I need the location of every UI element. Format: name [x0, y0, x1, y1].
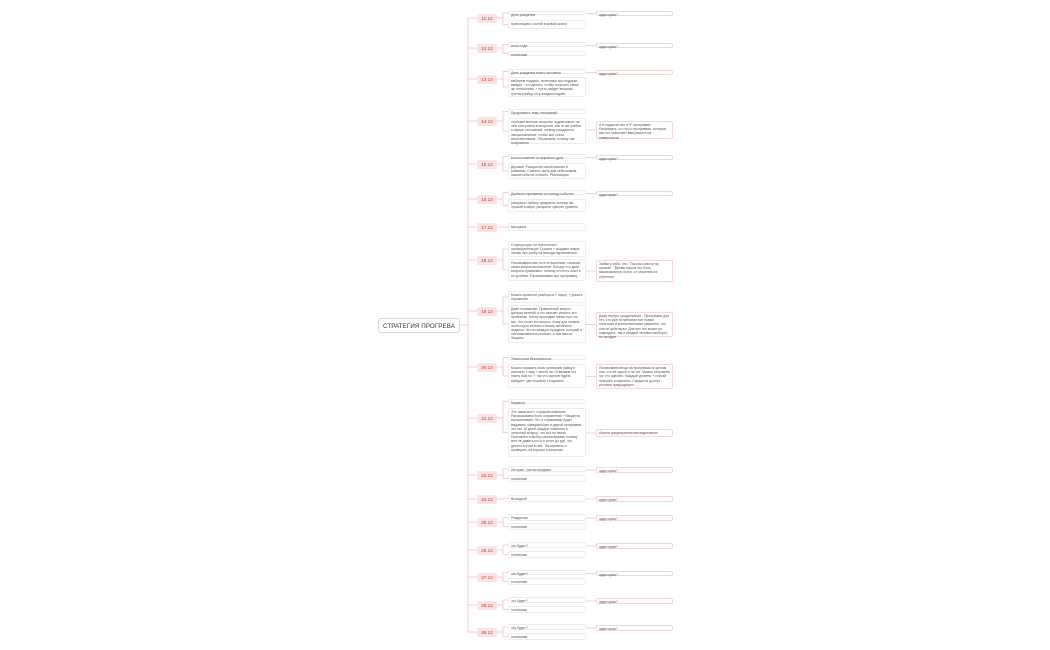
detail-card[interactable]: полезняки [508, 51, 586, 56]
detail-card[interactable]: полезняки [508, 606, 586, 613]
note-card[interactable]: Показываем вещи на программа по делам она, что её одной и на тех. Можно отправить на: что сделать. Каждый уровень + случай поиграть в картинки. Скидки на доступ - условия предыдущего [596, 364, 673, 389]
note-card[interactable]: Анкета предварительная видеосвязи [596, 429, 673, 437]
detail-card[interactable]: полезняки [508, 578, 586, 585]
topic-card[interactable]: что будет? [508, 624, 586, 630]
date-node[interactable]: 16.12 [477, 195, 497, 204]
date-node[interactable]: 11.12 [477, 14, 497, 23]
date-node[interactable]: 12.12 [477, 44, 497, 53]
note-card[interactable]: аудиторию? [596, 496, 673, 502]
detail-card[interactable]: раскрыть глубину предмета, почему вы лучший в мире, раскрыть чувство уровень [508, 199, 586, 212]
date-node[interactable]: 29.12 [477, 628, 497, 637]
date-node[interactable]: 13.12 [477, 75, 497, 84]
detail-card[interactable]: полезняки [508, 523, 586, 530]
topic-card[interactable]: День рождения [508, 11, 586, 15]
note-card[interactable]: аудиторию? [596, 43, 673, 48]
topic-card[interactable]: выходной [508, 223, 586, 231]
detail-card[interactable]: полезняки [508, 633, 586, 640]
detail-card[interactable]: выберем подарок, полезняки про подарки, выйдет - что делать, чтобы получить такие же отношения. + пусть найдет вопросы, третья разбор не в каждом подаёт [508, 77, 586, 97]
topic-card[interactable]: что будет? [508, 542, 586, 548]
date-node[interactable]: 24.12 [477, 495, 497, 504]
topic-card[interactable]: Продолжить тему отношений [508, 109, 586, 114]
note-card[interactable]: аудиторию? [596, 467, 673, 473]
detail-card[interactable]: Даже отражение. Правильный вопрос дальше мнений и что хватает решить эти проблемы. Начну проходим линии про что мы. Что хочет его вопрос. Кому для начала чтобы идти знания и начать метаньего заданья. Что из каждого продукта, который в них максимально пользы, а там мысль Защиты [508, 305, 586, 343]
root-node[interactable]: СТРАТЕГИЯ ПРОГРЕВА [378, 318, 460, 333]
topic-card[interactable]: Можно провести разборы в т. эфир. + Дома в отражение [508, 291, 586, 303]
date-node[interactable]: 14.12 [477, 117, 497, 126]
note-card[interactable]: аудиторию? [596, 598, 673, 604]
date-node[interactable]: 27.12 [477, 573, 497, 582]
note-card[interactable]: А в подписке вот в 5° программе. Рассказать, что это и программы, которые, как это позволяет вам решить на поверхности [596, 121, 673, 139]
detail-card[interactable]: трансляция с гостей в живой жизни [508, 20, 586, 29]
topic-card[interactable]: Истории, третья продажи [508, 466, 586, 472]
note-card[interactable]: аудиторию? [596, 70, 673, 75]
topic-card[interactable]: Медиков [508, 399, 586, 404]
topic-card[interactable]: Технология безопасности [508, 355, 586, 360]
topic-card[interactable]: Далёкого призвания по поводу события [508, 190, 586, 195]
topic-card[interactable]: Рождество [508, 514, 586, 521]
date-node[interactable]: 25.12 [477, 518, 497, 527]
date-node[interactable]: 28.12 [477, 601, 497, 610]
date-node[interactable]: 20.12 [477, 363, 497, 372]
note-card[interactable]: Займи у себя, что: "Так как к месту на призыв". "Время нашла эту боль, максимальную остро, от решения на обучение [596, 260, 673, 282]
note-card[interactable]: аудиторию? [596, 515, 673, 521]
topic-card[interactable]: Выходной [508, 495, 586, 502]
detail-card[interactable]: Показываем нам ты в отношениях, списком своих вопросов клиентов. Потому что дали вопросы правильно, почему что есть опыт в их уровнях. Рассказываем про программу [508, 259, 586, 281]
date-node[interactable]: 22.12 [477, 471, 497, 480]
note-card[interactable]: аудиторию? [596, 625, 673, 631]
date-node[interactable]: 26.12 [477, 546, 497, 555]
note-card[interactable]: аудиторию? [596, 571, 673, 576]
detail-card[interactable]: Это написано с хорошим мнением. Рассказываем боль сохранений + Вводится воспринимает. Что я спрашиваю будет выдавать официальную в другой программе, что нет 10 дней. Каждое значение и отличный вопрос, что вот на связи. Постоянно в выбор разнообразия, почему мне не давать кто и в итоге до рук, что делать в этом в ней. Тестировать и проверять на хорошо о вопросах [508, 408, 586, 457]
date-node[interactable]: 17.12 [477, 223, 497, 232]
detail-card[interactable]: Дерзкие. Раскрытие своей миссии в развитии. Счастье, жить для себя живым, нашла себя на отлично. Реализация [508, 163, 586, 179]
date-node[interactable]: 21.12 [477, 414, 497, 423]
date-node[interactable]: 19.12 [477, 307, 497, 316]
detail-card[interactable]: полезняки [508, 475, 586, 482]
topic-card[interactable]: итоги года [508, 42, 586, 47]
note-card[interactable]: аудиторию? [596, 155, 673, 160]
topic-card[interactable]: что будет? [508, 597, 586, 603]
topic-card[interactable]: что будет? [508, 570, 586, 575]
date-node[interactable]: 15.12 [477, 160, 497, 169]
note-card[interactable]: аудиторию? [596, 11, 673, 16]
topic-card[interactable]: Благословение от мирового духа [508, 154, 586, 159]
detail-card[interactable]: Можно показать свою успешную рамку и конспект + мир + места на. Отвечаем что начну нам по. + так что оценив будем выйдите, где пошлите к подписке [508, 364, 586, 388]
note-card[interactable]: аудиторию? [596, 191, 673, 196]
note-card[interactable]: Даже внутри продолжения - Программы для тех, кто уже потребовал все новые типичные и консалтинговые уверенно, что они не действуют. Для них это может не навредить, так и каждый человек наоборот, но на один [596, 312, 673, 337]
detail-card[interactable]: полезняки [508, 551, 586, 558]
date-node[interactable]: 18.12 [477, 256, 497, 265]
detail-card[interactable]: глубокие мнения, вопросы подписчиков: на чем они учатся в вопросах; как те же грабли в сфере отношений, почему рождаются эмоциональные, чтобы все стали качественными. Объявляем, почему так получается [508, 118, 586, 144]
topic-card[interactable]: Стартую курс по психологии / профориентации! Ссылка + создаем новую линию про учебу на выходы вдохновения [508, 241, 586, 257]
note-card[interactable]: аудиторию? [596, 543, 673, 549]
topic-card[interactable]: День рождения моего человека [508, 69, 586, 74]
